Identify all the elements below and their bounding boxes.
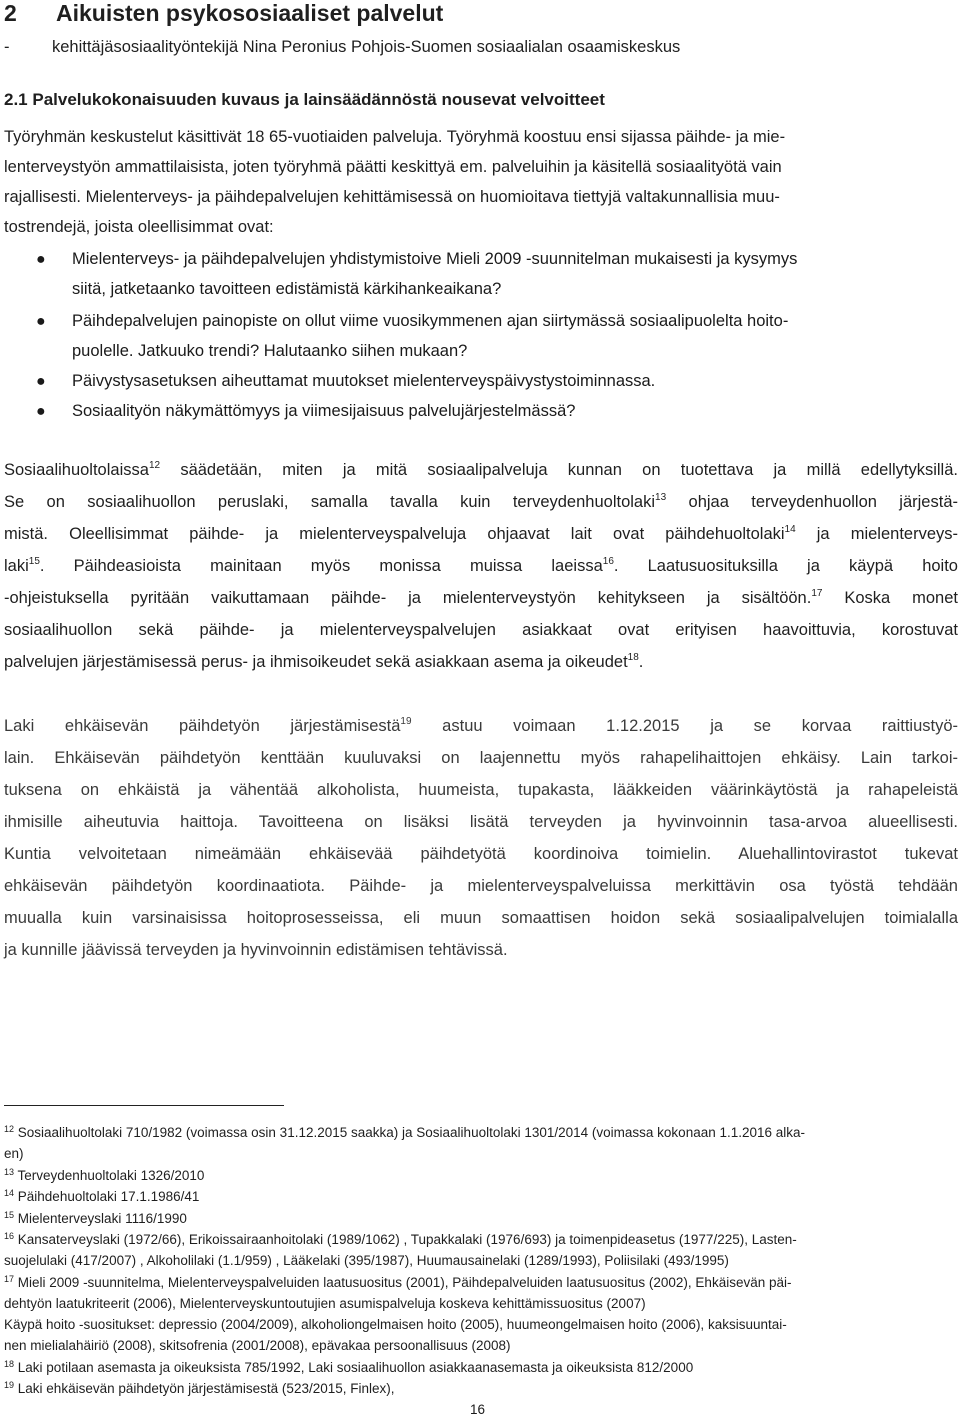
footnote-13 xyxy=(4,1168,204,1183)
chapter-title: Aikuisten psykososiaaliset palvelut xyxy=(56,0,444,26)
para3-line-3: tuksena on ehkäistä ja vähentää alkoholista, huumeista, tupakasta, lääkkeiden väärinkäytöstä ja rahapeleistä xyxy=(4,781,958,799)
footnote-divider xyxy=(4,1105,284,1106)
text-run: . xyxy=(638,653,644,671)
footnote-number: 16 xyxy=(4,1231,15,1241)
footnote-12-cont: en) xyxy=(4,1146,24,1161)
footnote-ref: 13 xyxy=(655,492,667,503)
intro-line-1: Työryhmän keskustelut käsittivät 18 65-vuotiaiden palveluja. Työryhmä koostuu ensi sijassa päihde- ja mie- xyxy=(4,128,786,146)
text-run: Laki ehkäisevän päihdetyön järjestämisestä xyxy=(4,717,401,735)
footnote-ref: 15 xyxy=(28,556,40,567)
footnote-text: Sosiaalihuoltolaki 710/1982 (voimassa osin 31.12.2015 saakka) ja Sosiaalihuoltolaki 1301/2014 (voimassa kokonaan 1.1.2016 alka- xyxy=(17,1125,806,1140)
author-dash: - xyxy=(4,38,10,56)
text-run: mistä. Oleellisimmat päihde- ja mielenterveyspalveluja ohjaavat lait ovat päihdehuoltolaki xyxy=(4,525,785,543)
footnote-ref: 17 xyxy=(811,588,823,599)
footnote-number: 17 xyxy=(4,1274,15,1284)
para3-line-4: ihmisille aiheutuvia haittoja. Tavoitteena on lisäksi lisätä terveyden ja hyvinvoinnin tasa-arvoa alueellisesti. xyxy=(4,813,958,831)
para3-line-1 xyxy=(4,717,958,736)
footnote-text: Mieli 2009 -suunnitelma, Mielenterveyspalveluiden laatusuositus (2001), Päihdepalveluiden laatusuositus (2002), Ehkäisevän päi- xyxy=(17,1275,792,1290)
bullet-3-line-1: Päivystysasetuksen aiheuttamat muutokset mielenterveyspäivystystoiminnassa. xyxy=(72,372,656,390)
footnote-number: 15 xyxy=(4,1210,15,1220)
bullet-2-line-2: puolelle. Jatkuuko trendi? Halutaanko siihen mukaan? xyxy=(72,342,468,360)
bullet-1-line-1: Mielenterveys- ja päihdepalvelujen yhdistymistoive Mieli 2009 -suunnitelman mukaisesti ja kysymys xyxy=(72,250,798,268)
footnote-18 xyxy=(4,1360,693,1375)
footnote-14 xyxy=(4,1189,199,1204)
footnote-16 xyxy=(4,1232,797,1247)
para3-line-2: lain. Ehkäisevän päihdetyön kenttään kuuluvaksi on laajennettu myös rahapelihaittojen ehkäisy. Lain tarkoi- xyxy=(4,749,958,767)
para2-line-2 xyxy=(4,493,958,512)
footnote-17-cont-2: Käypä hoito -suositukset: depressio (2004/2009), alkoholiongelmaisen hoito (2005), huumeongelmaisen hoito (2006), kaksisuuntai- xyxy=(4,1317,787,1332)
text-run: -ohjeistuksella pyritään vaikuttamaan päihde- ja mielenterveystyön kehitykseen ja sisältöön. xyxy=(4,589,812,607)
intro-line-2: lenterveystyön ammattilaisista, joten työryhmä päätti keskittyä em. palveluihin ja käsitellä sosiaalityötä vain xyxy=(4,158,782,176)
para2-line-7 xyxy=(4,653,643,672)
footnote-12 xyxy=(4,1125,805,1140)
page-number: 16 xyxy=(470,1402,486,1417)
footnote-ref: 18 xyxy=(627,652,639,663)
para2-line-4 xyxy=(4,557,958,576)
bullet-icon: ● xyxy=(36,403,46,420)
footnote-text: Päihdehuoltolaki 17.1.1986/41 xyxy=(17,1189,200,1204)
intro-line-4: tostrendejä, joista oleellisimmat ovat: xyxy=(4,218,274,236)
text-run: . Päihdeasioista mainitaan myös monissa muissa laeissa xyxy=(39,557,603,575)
para2-line-1 xyxy=(4,461,958,480)
para2-line-5 xyxy=(4,589,958,608)
footnote-number: 18 xyxy=(4,1359,15,1369)
footnote-16-cont: suojelulaki (417/2007) , Alkoholilaki (1.1/959) , Lääkelaki (395/1987), Huumausainelaki (1289/1993), Poliisilaki (493/1995) xyxy=(4,1253,729,1268)
text-run: Sosiaalihuoltolaissa xyxy=(4,461,149,479)
footnote-number: 14 xyxy=(4,1188,15,1198)
footnote-19 xyxy=(4,1381,395,1396)
footnote-17-cont-3: nen mielialahäiriö (2008), skitsofrenia (2001/2008), epävakaa persoonallisuus (2008) xyxy=(4,1338,511,1353)
bullet-icon: ● xyxy=(36,373,46,390)
chapter-number: 2 xyxy=(4,0,17,26)
text-run: astuu voimaan 1.12.2015 ja se korvaa raittiustyö- xyxy=(411,717,958,735)
para2-line-3 xyxy=(4,525,958,544)
text-run: Se on sosiaalihuollon peruslaki, samalla tavalla kuin terveydenhuoltolaki xyxy=(4,493,656,511)
text-run: . Laatusuosituksilla ja käypä hoito xyxy=(613,557,958,575)
footnote-text: Laki ehkäisevän päihdetyön järjestämisestä (523/2015, Finlex), xyxy=(17,1381,395,1396)
footnote-ref: 19 xyxy=(400,716,412,727)
footnote-number: 19 xyxy=(4,1380,15,1390)
footnote-17-cont-1: dehtyön laatukriteerit (2006), Mielenterveyskuntoutujien asumispalveluja koskeva kehittämissuositus (2007) xyxy=(4,1296,646,1311)
footnote-text: Mielenterveyslaki 1116/1990 xyxy=(17,1211,187,1226)
text-run: Koska monet xyxy=(822,589,958,607)
text-run: ohjaa terveydenhuollon järjestä- xyxy=(666,493,958,511)
text-run: laki xyxy=(4,557,29,575)
para3-line-8: ja kunnille jäävissä terveyden ja hyvinvoinnin edistämisen tehtävissä. xyxy=(4,941,508,959)
footnote-ref: 16 xyxy=(602,556,614,567)
para3-line-6: ehkäisevän päihdetyön koordinaatiota. Päihde- ja mielenterveyspalveluissa merkittävin osa työstä tehdään xyxy=(4,877,958,895)
author-line xyxy=(4,38,680,57)
footnote-ref: 12 xyxy=(148,460,161,471)
footnote-17 xyxy=(4,1275,792,1290)
footnote-15 xyxy=(4,1211,187,1226)
text-run: palvelujen järjestämisessä perus- ja ihmisoikeudet sekä asiakkaan asema ja oikeudet xyxy=(4,653,628,671)
footnote-text: Terveydenhuoltolaki 1326/2010 xyxy=(17,1168,205,1183)
intro-line-3: rajallisesti. Mielenterveys- ja päihdepalvelujen kehittämisessä on huomioitava tiettyjä valtakunnallisia muu- xyxy=(4,188,780,206)
footnote-number: 13 xyxy=(4,1167,15,1177)
para2-line-6: sosiaalihuollon sekä päihde- ja mielenterveyspalvelujen asiakkaat ovat erityisen haavoittuvia, korostuvat xyxy=(4,621,958,639)
footnote-text: Laki potilaan asemasta ja oikeuksista 785/1992, Laki sosiaalihuollon asiakkaanasemasta ja oikeuksista 812/2000 xyxy=(17,1360,694,1375)
bullet-icon: ● xyxy=(36,251,46,268)
bullet-1-line-2: siitä, jatketaanko tavoitteen edistämistä kärkihankeaikana? xyxy=(72,280,502,298)
para3-line-5: Kuntia velvoitetaan nimeämään ehkäisevää päihdetyötä koordinoiva toimielin. Aluehallintovirastot tukevat xyxy=(4,845,958,863)
bullet-2-line-1: Päihdepalvelujen painopiste on ollut viime vuosikymmenen ajan siirtymässä sosiaalipuolelta hoito- xyxy=(72,312,789,330)
para3-line-7: muualla kuin varsinaisissa hoitoprosesseissa, eli muun somaattisen hoidon sekä sosiaalipalvelujen toimialalla xyxy=(4,909,958,927)
chapter-heading xyxy=(4,0,443,27)
text-run: ja mielenterveys- xyxy=(795,525,958,543)
section-heading: 2.1 Palvelukokonaisuuden kuvaus ja lainsäädännöstä nousevat velvoitteet xyxy=(4,90,605,109)
footnote-text: Kansaterveyslaki (1972/66), Erikoissairaanhoitolaki (1989/1062) , Tupakkalaki (1976/693) ja toimenpideasetus (1977/225), Lasten- xyxy=(17,1232,797,1247)
bullet-4-line-1: Sosiaalityön näkymättömyys ja viimesijaisuus palvelujärjestelmässä? xyxy=(72,402,576,420)
footnote-number: 12 xyxy=(4,1124,15,1134)
footnote-ref: 14 xyxy=(784,524,796,535)
text-run: säädetään, miten ja mitä sosiaalipalveluja kunnan on tuotettava ja millä edellytyksillä. xyxy=(160,461,958,479)
bullet-icon: ● xyxy=(36,313,46,330)
author-text: kehittäjäsosiaalityöntekijä Nina Peronius Pohjois-Suomen sosiaalialan osaamiskeskus xyxy=(52,38,681,56)
